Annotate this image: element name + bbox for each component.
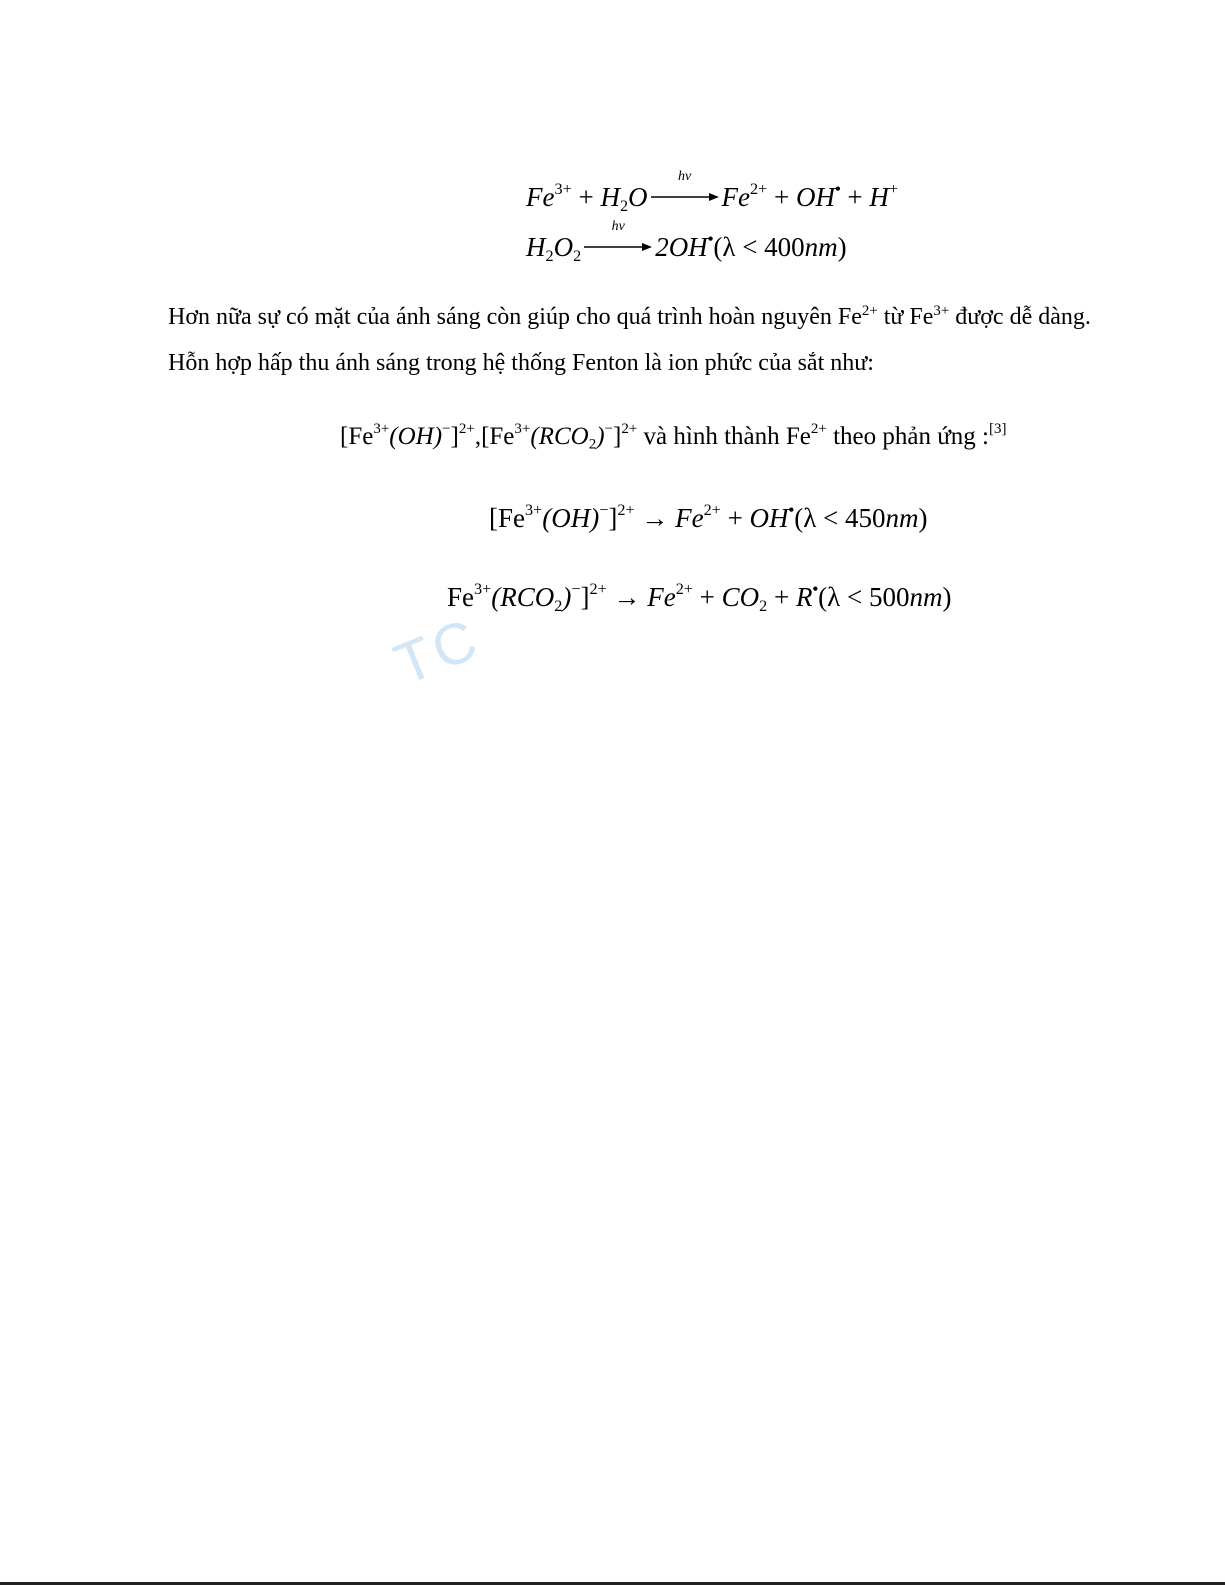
equation-3: $[Fe^{3+}(OH)^-]^{2+},[Fe^{3+}(RCO_2)^-]^{2+}$ và hình thành $Fe^{2+}$ theo phản ứng :[3]	[340, 420, 1007, 453]
equation-4: $[Fe^{3+}(OH)^-]^{2+} \to Fe^{2+} + OH^•(\lambda < 450nm)$	[489, 500, 928, 533]
paragraph-line-1: Hơn nữa sự có mặt của ánh sáng còn giúp cho quá trình hoàn nguyên $Fe^{2+}$ từ $Fe^{3+}$ được dễ dàng.	[168, 303, 1091, 330]
paragraph-line-2: Hỗn hợp hấp thu ánh sáng trong hệ thống Fenton là ion phức của sắt như:	[168, 350, 874, 376]
equation-2: $H_2O_2$ hv 2OH•(λ < 400nm)	[526, 219, 847, 265]
arrow-hv-2: hv	[584, 234, 652, 254]
equation-5: $Fe^{3+}(RCO_2)^-]^{2+} \to Fe^{2+} + CO_2 + R^•(\lambda < 500nm)$	[447, 579, 952, 615]
equation-1: $Fe^{3+} + H_2O$ hv $Fe^{2+} + OH^• + H^+$	[526, 169, 899, 215]
arrow-hv-1: hv	[651, 184, 719, 204]
watermark: TC	[385, 605, 490, 698]
